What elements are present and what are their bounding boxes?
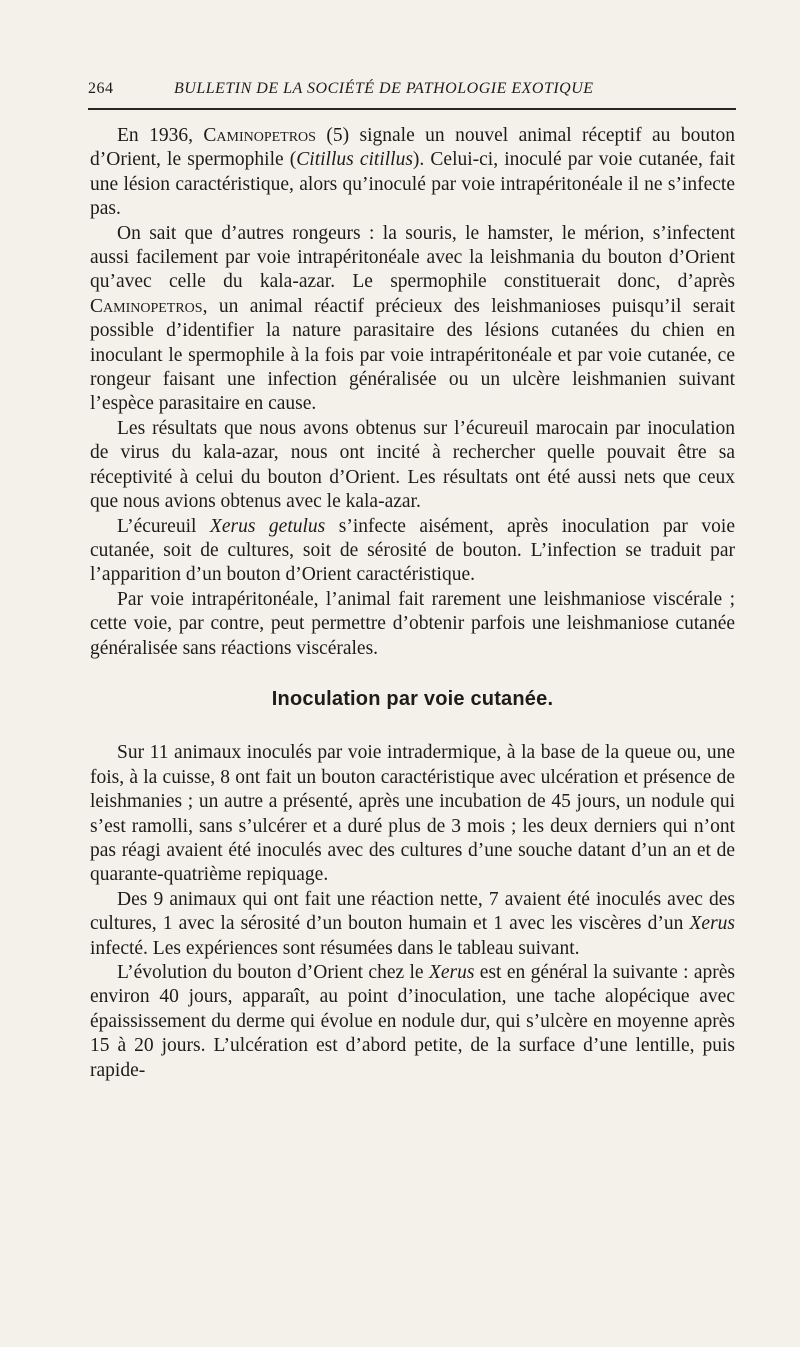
species-name: Xerus getulus	[209, 515, 326, 537]
paragraph-6: Sur 11 animaux inoculés par voie intradermique, à la base de la queue ou, une fois, à la cuisse, 8 ont fait un bouton caractéristique avec ulcération et présence de leishmanies ; un autre a présenté, après une incubation de 45 jours, un nodule qui s’est ramolli, sans s’ulcérer et a duré plus de 3 mois ; les deux derniers qui n’ont pas réagi avaient été inoculés avec des cultures d’une souche datant d’un an et de quarante-quatrième repiquage.	[90, 742, 735, 886]
species-name: Citillus citillus	[296, 149, 413, 171]
author-name: Caminopetros	[90, 295, 203, 317]
running-title: BULLETIN DE LA SOCIÉTÉ DE PATHOLOGIE EXOTIQUE	[174, 80, 594, 97]
paragraph-2: On sait que d’autres rongeurs : la souris, le hamster, le mérion, s’infectent aussi facilement par voie intrapéritonéale avec la leishmania du bouton d’Orient qu’avec celle du kala-azar. Le spermophile constituerait donc, d’après Caminopetros, un animal réactif précieux des leishmanioses puisqu’il serait possible d’identifier la nature parasitaire des lésions cutanées du chien en inoculant le spermophile à la fois par voie intrapéritonéale et par voie cutanée, ce rongeur faisant une infection généralisée ou un ulcère leishmanien suivant l’espèce parasitaire en cause.	[90, 222, 735, 415]
paragraph-7: Des 9 animaux qui ont fait une réaction nette, 7 avaient été inoculés avec des cultures, 1 avec la sérosité d’un bouton humain et 1 avec les viscères d’un Xerus infecté. Les expériences sont résumées dans le tableau suivant.	[90, 888, 735, 959]
paragraph-8: L’évolution du bouton d’Orient chez le Xerus est en général la suivante : après environ 40 jours, apparaît, au point d’inoculation, une tache alopécique avec épaississement du derme qui évolue en nodule dur, qui s’ulcère en moyenne après 15 à 20 jours. L’ulcération est d’abord petite, de la surface d’une lentille, puis rapide-	[90, 962, 735, 1081]
section-heading: Inoculation par voie cutanée.	[271, 687, 554, 710]
page-number: 264	[88, 80, 114, 97]
paragraph-3: Les résultats que nous avons obtenus sur l’écureuil marocain par inoculation de virus du kala-azar, nous ont incité à rechercher quelle pouvait être sa réceptivité à celui du bouton d’Orient. Les résultats ont été aussi nets que ceux que nous avions obtenus avec le kala-azar.	[90, 417, 735, 513]
paragraph-4: L’écureuil Xerus getulus s’infecte aisément, après inoculation par voie cutanée, soit de cultures, soit de sérosité de bouton. L’infection se traduit par l’apparition d’un bouton d’Orient caractéristique.	[90, 515, 735, 586]
paragraph-1: En 1936, Caminopetros (5) signale un nouvel animal réceptif au bouton d’Orient, le spermophile (Citillus citillus). Celui-ci, inoculé par voie cutanée, fait une lésion caractéristique, alors qu’inoculé par voie intrapéritonéale il ne s’infecte pas.	[90, 125, 735, 220]
paragraph-5: Par voie intrapéritonéale, l’animal fait rarement une leishmaniose viscérale ; cette voie, par contre, peut permettre d’obtenir parfois une leishmaniose cutanée généralisée sans réactions viscérales.	[90, 588, 735, 659]
species-name: Xerus	[428, 962, 475, 983]
body-text	[90, 124, 735, 1083]
author-name: Caminopetros	[203, 125, 316, 146]
header-rule	[88, 108, 736, 110]
species-name: Xerus	[689, 913, 735, 935]
page-header	[88, 80, 736, 110]
